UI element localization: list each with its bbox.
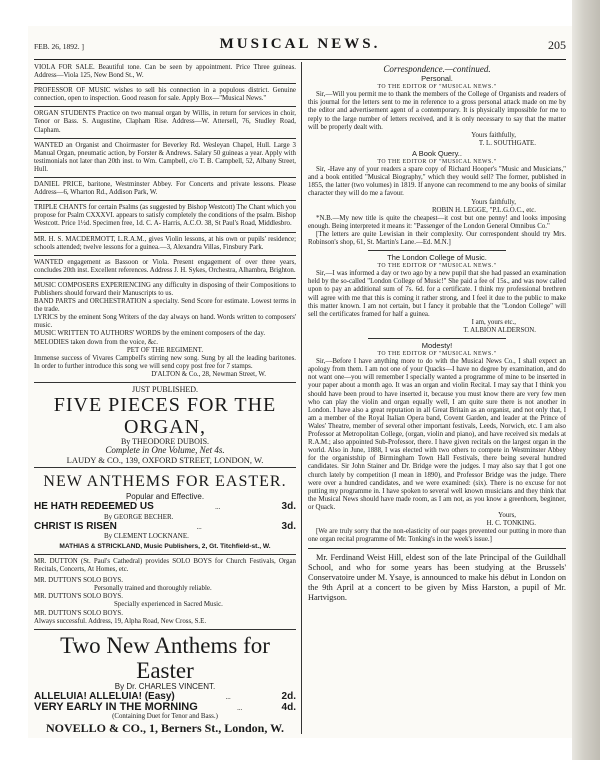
anthem-price-1: 3d. (281, 501, 296, 513)
mathias-address: MATHIAS & STRICKLAND, Music Publishers, 2, Gt. Titchfield-st., W. (59, 542, 271, 550)
divider (34, 278, 296, 279)
ad-macdermott: MR. H. S. MACDERMOTT, L.R.A.M., gives Violin lessons, at his own or pupils' residence; schools attended; twelve lessons for a guinea.—3, Alexandra Villas, Finsbury Park. (34, 235, 296, 251)
column-divider (301, 62, 302, 734)
closing: Yours, (498, 511, 516, 519)
pet-regiment-title: PET OF THE REGIMENT. (126, 346, 204, 354)
to-editor: TO THE EDITOR OF "MUSICAL NEWS." (377, 263, 497, 270)
dutton-ad-2 (34, 577, 296, 593)
correspondence-heading: Correspondence.—continued. (383, 64, 491, 74)
just-published: JUST PUBLISHED. (131, 385, 199, 394)
letter-book-body: Sir, -Have any of your readers a spare copy of Richard Hooper's "Music and Musicians," and a book entitled "Musical Biography," which they would sell? The former, published in 1855, the latter (two volumes) in 1819. If anyone can recommend to me any books of similar character they will do me a favour. (308, 166, 566, 198)
divider (34, 138, 296, 139)
music-written-text: MUSIC WRITTEN TO AUTHORS' WORDS by the eminent composers of the day. (34, 330, 266, 338)
band-parts-text: BAND PARTS and ORCHESTRATION a specialty. Send Score for estimate. Lowest terms in the trade. (34, 298, 296, 314)
dots: ... (215, 504, 221, 512)
anthem-row-2 (34, 521, 296, 532)
very-early-row (34, 702, 296, 713)
alleluia-title: ALLELUIA! ALLELUIA! (Easy) (34, 690, 175, 702)
divider (34, 382, 296, 383)
divider (368, 250, 506, 251)
composers-text: MUSIC COMPOSERS EXPERIENCING any difficulty in disposing of their Compositions to Publishers should forward their Manuscripts to us. (34, 281, 296, 297)
closing: Yours faithfully, (471, 131, 516, 139)
signature-southgate: T. L. SOUTHGATE. (478, 139, 536, 147)
issue-date: FEB. 26, 1892. ] (34, 42, 85, 51)
popular-effective: Popular and Effective. (125, 492, 205, 502)
letter-personal-body: Sir,—Will you permit me to thank the members of the College of Organists and readers of this journal for the letters sent to me in reference to a gross personal attack made on me by the editor and advertisement agent of a contemporary. It is physically impossible for me to reply to the large number of letters received, and it is only necessary to say that the matter will be properly dealt with. (308, 91, 566, 131)
dutton-ad-1: MR. DUTTON (St. Paul's Cathedral) provides SOLO BOYS for Church Festivals, Organ Recitals, Concerts, At Homes, etc. (34, 557, 296, 574)
divider (34, 83, 296, 84)
five-pieces-title: FIVE PIECES FOR THE ORGAN, (53, 394, 277, 439)
signature-tonking: H. C. TONKING. (486, 520, 536, 528)
anthem-by-2: By CLEMENT LOCKNANE. (104, 531, 189, 540)
section-heading-london-college: The London College of Music. (387, 253, 487, 263)
divider (34, 255, 296, 256)
laudy-address: LAUDY & CO., 139, OXFORD STREET, LONDON, W. (66, 455, 264, 466)
divider (34, 554, 296, 555)
divider (368, 338, 506, 339)
two-anthems-title: Two New Anthems for Easter (60, 632, 270, 683)
to-editor: TO THE EDITOR OF "MUSICAL NEWS." (377, 159, 497, 166)
ad-viola: VIOLA FOR SALE. Beautiful tone. Can be seen by appointment. Price Three guineas. Address—Viola 125, New Bond St., W. (34, 64, 296, 80)
anthem-title-2: CHRIST IS RISEN (34, 520, 117, 532)
very-early-price: 4d. (281, 701, 296, 713)
dubois-byline: By THEODORE DUBOIS. (120, 437, 210, 447)
header-rule (34, 59, 566, 60)
divider (308, 548, 566, 549)
very-early-title: VERY EARLY IN THE MORNING (34, 700, 198, 713)
divider (34, 232, 296, 233)
ad-professor: PROFESSOR OF MUSIC wishes to sell his connection in a populous district. Genuine connection, open to inspection. Good reason for sale. Apply Box—"Musical News." (34, 87, 296, 103)
dots: ... (196, 523, 202, 531)
dalton-address: D'ALTON & Co., 28, Newman Street, W. (151, 370, 266, 378)
news-item-weist-hill: Mr. Ferdinand Weist Hill, eldest son of the late Principal of the Guildhall School, and who for some years has been studying at the Brussels' Conservatoire under M. Ysaye, is announced to make his début in London on the 9th April at a concert to be given by Miss Harston, a pupil of Mr. Hartvigson. (308, 553, 566, 603)
ad-triple-chants: TRIPLE CHANTS for certain Psalms (as suggested by Bishop Westcott) The Chant which you propose for Psalm CXXXVI. appears to satisfy completely the conditions of the psalm. Bishop Westcott. Price 1½d. Specimen free, 1d. C. A- Harris, A.C.O. 38, St Paul's Road, Middlesbro. (34, 204, 296, 228)
dutton-title: MR. DUTTON'S SOLO BOYS. (34, 593, 123, 601)
melodies-text: MELODIES taken down from the voice, &c. (34, 338, 159, 346)
dutton-ad-4 (34, 610, 296, 626)
ad-daniel-price: DANIEL PRICE, baritone, Westminster Abbey. For Concerts and private lessons. Please Address—6, Wharton Rd., Addison Park, W. (34, 181, 296, 197)
anthem-price-2: 3d. (281, 520, 296, 532)
ad-organ-students: ORGAN STUDENTS Practice on two manual organ by Willis, in return for services in choir, Tenor or Bass. S. Augustine, Clapham Rise. Address—W. Attersell, 76, Studley Road, Clapham. (34, 110, 296, 134)
dutton-title: MR. DUTTON'S SOLO BOYS. (34, 577, 123, 585)
ad-wanted-organist: WANTED an Organist and Choirmaster for Beverley Rd. Wesleyan Chapel, Hull. Large 3 Manual Organ, pneumatic action, by Forster & Andrews. Salary 50 guineas a year. Apply with testimonials not later than 20th inst. to Wm. Campbell, c/o T. B. Campbell, 52, Albany Street, Hull. (34, 141, 296, 173)
divider (34, 106, 296, 107)
dots: ... (225, 693, 231, 701)
editor-note-legge: [The letters are quite Lewisian in their complexity. Our correspondent should try Mrs. Robinson's shop, 61, St. Martin's Lane.—Ed. M.N.] (308, 230, 566, 246)
volume-price: Complete in One Volume, Net 4s. (105, 445, 225, 456)
letter-london-body: Sir,—I was informed a day or two ago by a new pupil that she had passed an examination held by the so-called "London College of Music!" She paid a fee of 15s., and was now called upon to pay an additional sum of 7s. 6d. for a certificate. I think my professional brethren will agree with me that this is coming it rather strong, and I feel it due to the public to make this matter known. I am not certain, but I fancy it probable that the "London College" will sell the certificates framed for half a guinea. (308, 270, 566, 318)
to-editor: TO THE EDITOR OF "MUSICAL NEWS." (377, 351, 497, 358)
signature-alderson: T. ALBION ALDERSON. (463, 326, 536, 334)
closing: I am, yours etc., (471, 318, 516, 326)
to-editor: TO THE EDITOR OF "MUSICAL NEWS." (377, 84, 497, 91)
pet-regiment-text: Immense success of Vivares Campbell's stirring new song. Sung by all the leading baritones. In order to further introduce this song we will send copy post free for 7 stamps. (34, 354, 296, 370)
dutton-title: MR. DUTTON'S SOLO BOYS. (34, 609, 123, 617)
new-anthems-title: NEW ANTHEMS FOR EASTER. (43, 473, 287, 491)
closing: Yours faithfully, (471, 198, 516, 206)
section-heading-personal: Personal. (421, 74, 453, 84)
divider (34, 177, 296, 178)
book-binding (572, 0, 600, 760)
novello-address: NOVELLO & CO., 1, Berners St., London, W. (45, 721, 285, 736)
anthem-row-1 (34, 501, 296, 512)
section-heading-modesty: Modesty! (421, 341, 453, 350)
signature-legge: ROBIN H. LEGGE, "P.L.G.O.C., etc. (431, 206, 536, 214)
dots: ... (237, 704, 243, 712)
dutton-ad-3 (34, 593, 296, 609)
divider (34, 467, 296, 468)
ad-music-composers (34, 282, 296, 379)
dutton-desc: Always successful. Address, 19, Alpha Road, New Cross, S.E. (34, 617, 207, 625)
vincent-byline: By Dr. CHARLES VINCENT. (114, 681, 216, 691)
divider (34, 200, 296, 201)
page-header (34, 36, 566, 56)
page-number: 205 (548, 38, 566, 52)
left-column (34, 64, 296, 735)
alleluia-price: 2d. (281, 690, 296, 702)
ad-wanted-bassoon: WANTED engagement as Bassoon or Viola. Present engagement of over three years, concludes 20th inst. Excellent references. Address J. H. Sykes, Orchestra, Alhambra, Brighton. (34, 258, 296, 274)
lyrics-text: LYRICS by the eminent Song Writers of the day always on hand. Words written to composers' music. (34, 314, 296, 330)
nb-note: *N.B.—My new title is quite the cheapest—it cost but one penny! and looks imposing enough. Being interpreted it means it: "Passenger of the London General Omnibus Co." (308, 214, 566, 230)
masthead-title: MUSICAL NEWS. (219, 36, 381, 52)
very-early-subtitle: (Containing Duet for Tenor and Bass.) (112, 712, 218, 720)
divider (34, 629, 296, 630)
letter-modesty-body: Sir,—Before I have anything more to do with the Musical News Co., I shall expect an apology from them. I am not one of your Quacks—I have no degree by examination, and do not want one—you will remember I specially wanted a programme of mine to be inserted in your paper about a month ago. It was an organ and violin Recital. I may say that I think you should have been proud to have inserted it, because you must know there are very few men who can play the violin and organ equally well, I am quite sure there is not another in London. I have also a great reputation in all Great Britain as an organist, and not only that, I am a member of the Royal Italian Opera band, Covent Garden, and leader at the Prince of Wales' Theatre, member of several other important festivals, Leeds, Norwich, etc. I am also Professor at Metropolitan College, (organ, violin and piano), and have received six medals at R.A.M.; also appointed Sub-Professor, there. I have given recitals on the largest organ in the world. Also in June, 1888, I was elected with two others to compete in Westminster Abbey for the organistship of Birmingham Town Hall Festivals, there being several hundred candidates. Sir John Stainer and Dr. Bridge were the judges. I may also say that I got one church lately by competition (I mean in 1890), and Professor Bridge was the judge. There were over a hundred candidates, and we were examined: (six). There is no excuse for not putting my programme in. I have spoken to several well known musicians and they think that the Musical News should have made room, as I am not, as you know a greenhorn, beginner, or Quack. (308, 358, 566, 511)
newspaper-page (28, 26, 572, 738)
section-heading-book-query: A Book Query.. (412, 148, 462, 158)
editor-note-tonking: [We are truly sorry that the non-elasticity of our pages prevented our putting in more than one organ recital programme of Mr. Tonking's in the week's issue.] (308, 528, 566, 544)
anthem-title-1: HE HATH REDEEMED US (34, 501, 154, 513)
right-column (308, 64, 566, 603)
anthem-by-1: By GEORGE BECHER. (104, 512, 174, 521)
dutton-desc: Specially experienced in Sacred Music. (114, 601, 223, 609)
dutton-desc: Personally trained and thoroughly reliable. (94, 585, 212, 593)
